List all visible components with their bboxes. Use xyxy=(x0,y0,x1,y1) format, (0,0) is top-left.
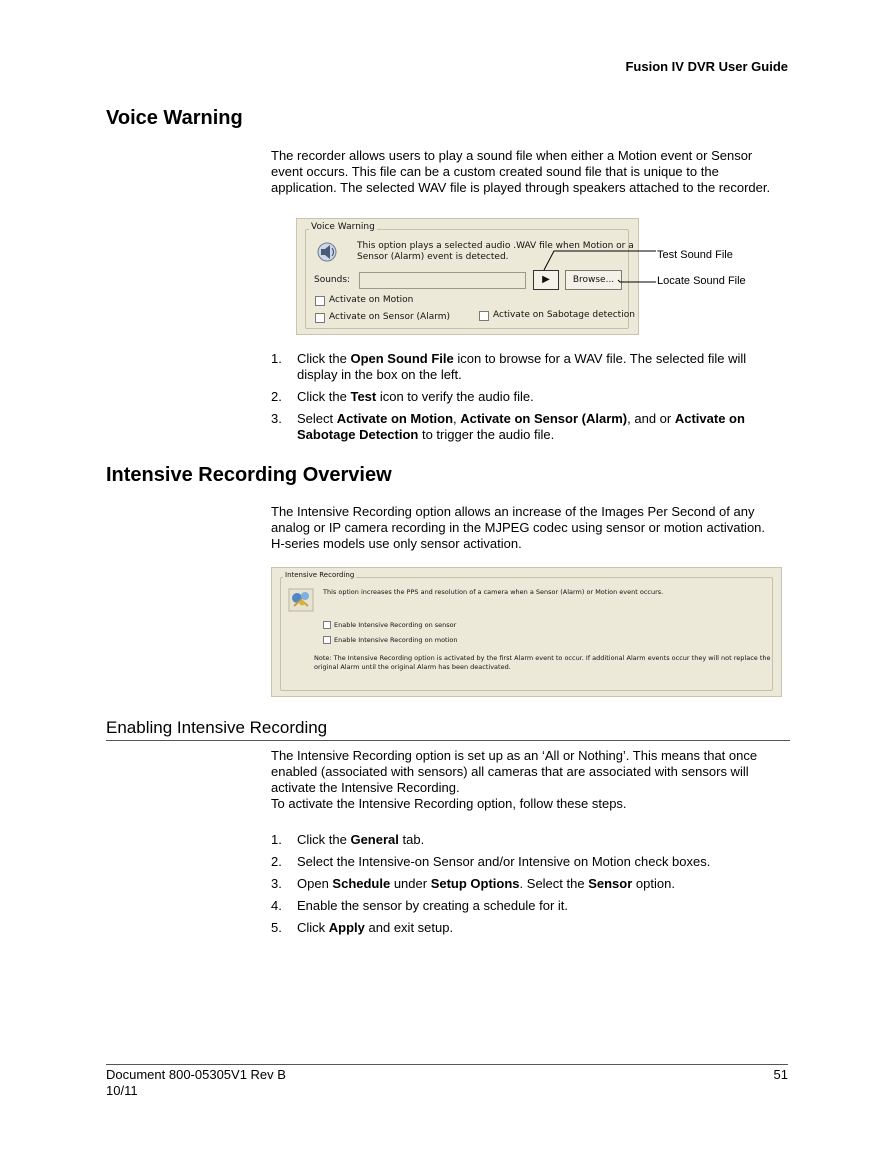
footer-doc-info xyxy=(106,1067,286,1099)
list-item xyxy=(271,920,786,936)
description-line: Sensor (Alarm) event is detected. xyxy=(357,252,509,262)
intensive-recording-description: This option increases the PPS and resolution of a camera when a Sensor (Alarm) or Motion event occurs. xyxy=(323,588,664,596)
page-number: 51 xyxy=(773,1067,788,1082)
step-text: , and or xyxy=(627,411,675,426)
intro-line: The recorder allows users to play a sound file when either a Motion event or Sensor xyxy=(271,148,753,163)
note-line: original Alarm until the original Alarm has been deactivated. xyxy=(314,663,511,671)
callout-lines xyxy=(540,245,660,290)
list-item xyxy=(271,389,786,405)
step-text: Select xyxy=(297,411,337,426)
intro-line: H-series models use only sensor activation. xyxy=(271,536,522,551)
intensive-intro xyxy=(271,504,786,552)
test-sound-button[interactable]: ▶ xyxy=(533,270,559,290)
description-line: This option plays a selected audio .WAV file when Motion or a xyxy=(357,241,634,251)
intensive-on-motion-label: Enable Intensive Recording on motion xyxy=(334,636,458,644)
document-date: 10/11 xyxy=(106,1083,138,1098)
step-number: 3. xyxy=(271,411,282,426)
enabling-intro xyxy=(271,748,786,812)
step-text: Click xyxy=(297,920,329,935)
activate-on-motion-label: Activate on Motion xyxy=(329,295,414,305)
step-text: to trigger the audio file. xyxy=(418,427,555,442)
document-number: Document 800-05305V1 Rev B xyxy=(106,1067,286,1082)
intro-line: activate the Intensive Recording. xyxy=(271,780,460,795)
voice-warning-intro xyxy=(271,148,786,196)
step-text: Click the xyxy=(297,351,351,366)
step-number: 3. xyxy=(271,876,282,891)
step-bold: Apply xyxy=(328,920,365,935)
step-text: Click the xyxy=(297,832,351,847)
list-item xyxy=(271,411,786,443)
activate-on-sabotage-checkbox[interactable] xyxy=(479,311,489,321)
heading-rule xyxy=(106,740,790,741)
step-text: option. xyxy=(632,876,675,891)
step-bold: Schedule xyxy=(332,876,391,891)
step-text: Enable the sensor by creating a schedule for it. xyxy=(297,898,568,913)
guide-title: Fusion IV DVR User Guide xyxy=(625,59,788,74)
step-number: 4. xyxy=(271,898,282,913)
intro-line: To activate the Intensive Recording option, follow these steps. xyxy=(271,796,627,811)
step-text: icon to verify the audio file. xyxy=(376,389,534,404)
voice-warning-heading: Voice Warning xyxy=(106,107,243,129)
list-item xyxy=(271,832,786,848)
activate-on-sabotage-label: Activate on Sabotage detection xyxy=(493,310,635,320)
intensive-overview-heading: Intensive Recording Overview xyxy=(106,464,392,486)
step-number: 1. xyxy=(271,351,282,366)
step-bold: Test xyxy=(350,389,377,404)
test-sound-file-callout: Test Sound File xyxy=(657,249,733,261)
speaker-icon xyxy=(315,241,339,263)
step-number: 2. xyxy=(271,854,282,869)
step-bold: General xyxy=(350,832,399,847)
step-text: Open xyxy=(297,876,333,891)
step-text: icon to browse for a WAV file. The selected file will display in the box on the left. xyxy=(297,351,747,382)
step-bold: Setup Options xyxy=(430,876,520,891)
voice-warning-steps xyxy=(271,351,786,449)
sounds-field[interactable] xyxy=(359,272,526,289)
step-bold: Activate on Sensor (Alarm) xyxy=(460,411,628,426)
intro-line: The Intensive Recording option is set up as an ‘All or Nothing’. This means that once xyxy=(271,748,758,763)
step-text: under xyxy=(390,876,431,891)
activate-on-sensor-label: Activate on Sensor (Alarm) xyxy=(329,312,451,322)
intro-line: application. The selected WAV file is played through speakers attached to the recorder. xyxy=(271,180,771,195)
step-text: , xyxy=(453,411,461,426)
step-number: 1. xyxy=(271,832,282,847)
voice-warning-legend: Voice Warning xyxy=(311,222,375,232)
step-bold: Activate on Motion xyxy=(336,411,454,426)
enabling-heading: Enabling Intensive Recording xyxy=(106,718,328,737)
intro-line: analog or IP camera recording in the MJPEG codec using sensor or motion activation. xyxy=(271,520,766,535)
step-text: Select the Intensive-on Sensor and/or Intensive on Motion check boxes. xyxy=(297,854,711,869)
step-bold: Activate on Sabotage Detection xyxy=(297,411,745,442)
sounds-label: Sounds: xyxy=(314,275,351,285)
step-text: and exit setup. xyxy=(364,920,454,935)
step-number: 2. xyxy=(271,389,282,404)
step-bold: Open Sound File xyxy=(350,351,454,366)
list-item xyxy=(271,876,786,892)
list-item xyxy=(271,898,786,914)
intensive-on-motion-checkbox[interactable] xyxy=(323,636,331,644)
locate-sound-file-callout: Locate Sound File xyxy=(657,275,746,287)
step-number: 5. xyxy=(271,920,282,935)
intensive-recording-legend: Intensive Recording xyxy=(285,571,355,579)
step-text: tab. xyxy=(398,832,425,847)
list-item xyxy=(271,351,786,383)
step-text: . Select the xyxy=(519,876,589,891)
step-bold: Sensor xyxy=(588,876,633,891)
intensive-recording-icon xyxy=(288,588,314,612)
activate-on-motion-checkbox[interactable] xyxy=(315,296,325,306)
list-item xyxy=(271,854,786,870)
intensive-recording-dialog xyxy=(271,567,782,697)
intensive-on-sensor-checkbox[interactable] xyxy=(323,621,331,629)
intensive-on-sensor-label: Enable Intensive Recording on sensor xyxy=(334,621,457,629)
step-text: Click the xyxy=(297,389,351,404)
intro-line: enabled (associated with sensors) all cameras that are associated with sensors will xyxy=(271,764,749,779)
intensive-recording-note xyxy=(314,654,771,672)
enabling-steps xyxy=(271,832,786,942)
footer-rule xyxy=(106,1064,788,1065)
activate-on-sensor-checkbox[interactable] xyxy=(315,313,325,323)
note-line: Note: The Intensive Recording option is activated by the first Alarm event to occur. If additional Alarm events occur they will not replace the xyxy=(314,654,771,662)
browse-button[interactable]: Browse... xyxy=(565,270,622,290)
intro-line: event occurs. This file can be a custom created sound file that is unique to the xyxy=(271,164,719,179)
intro-line: The Intensive Recording option allows an increase of the Images Per Second of any xyxy=(271,504,755,519)
